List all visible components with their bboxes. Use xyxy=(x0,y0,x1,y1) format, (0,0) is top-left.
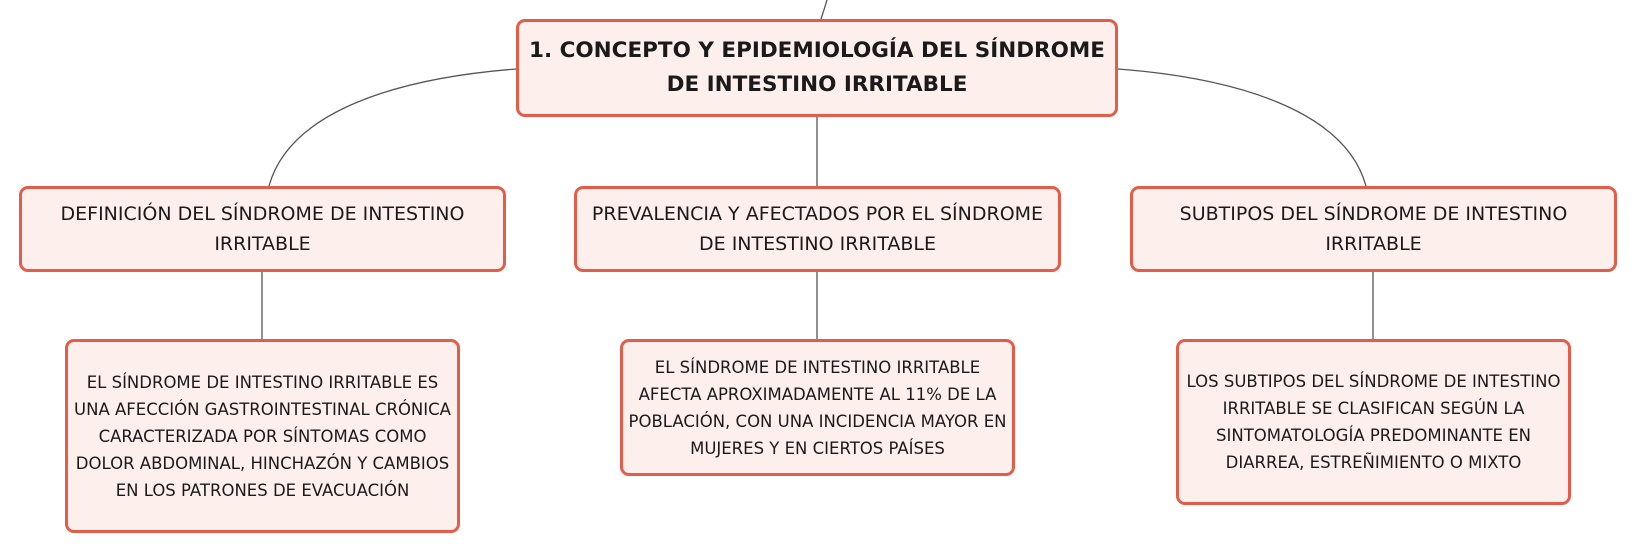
subtopic-prevalencia-title: PREVALENCIA Y AFECTADOS POR EL SÍNDROME DE INTESTINO IRRITABLE xyxy=(591,203,1044,255)
subtopic-definicion-title: DEFINICIÓN DEL SÍNDROME DE INTESTINO IRRITABLE xyxy=(60,203,465,255)
detail-subtipos-text: LOS SUBTIPOS DEL SÍNDROME DE INTESTINO IRRITABLE SE CLASIFICAN SEGÚN LA SINTOMATOLOGÍA PREDOMINANTE EN DIARREA, ESTREÑIMIENTO O MIXTO xyxy=(1186,372,1561,472)
root-topic[interactable] xyxy=(516,19,1118,117)
detail-prevalencia-text: EL SÍNDROME DE INTESTINO IRRITABLE AFECTA APROXIMADAMENTE AL 11% DE LA POBLACIÓN, CON UNA INCIDENCIA MAYOR EN MUJERES Y EN CIERTOS PAÍSES xyxy=(628,357,1007,458)
subtopic-subtipos[interactable] xyxy=(1130,186,1617,272)
detail-definicion[interactable] xyxy=(65,339,460,533)
connector-root-to-branch-1 xyxy=(269,69,516,186)
detail-subtipos[interactable] xyxy=(1176,339,1571,505)
connector-root-to-branch-3 xyxy=(1118,69,1366,186)
subtopic-prevalencia[interactable] xyxy=(574,186,1061,272)
subtopic-definicion[interactable] xyxy=(19,186,506,272)
detail-prevalencia[interactable] xyxy=(620,339,1015,476)
subtopic-subtipos-title: SUBTIPOS DEL SÍNDROME DE INTESTINO IRRITABLE xyxy=(1179,203,1568,255)
root-topic-title: 1. CONCEPTO Y EPIDEMIOLOGÍA DEL SÍNDROME DE INTESTINO IRRITABLE xyxy=(529,38,1105,97)
connector-parent-to-root xyxy=(821,0,827,19)
detail-definicion-text: EL SÍNDROME DE INTESTINO IRRITABLE ES UNA AFECCIÓN GASTROINTESTINAL CRÓNICA CARACTERIZADA POR SÍNTOMAS COMO DOLOR ABDOMINAL, HINCHAZÓN Y CAMBIOS EN LOS PATRONES DE EVACUACIÓN xyxy=(74,372,451,500)
